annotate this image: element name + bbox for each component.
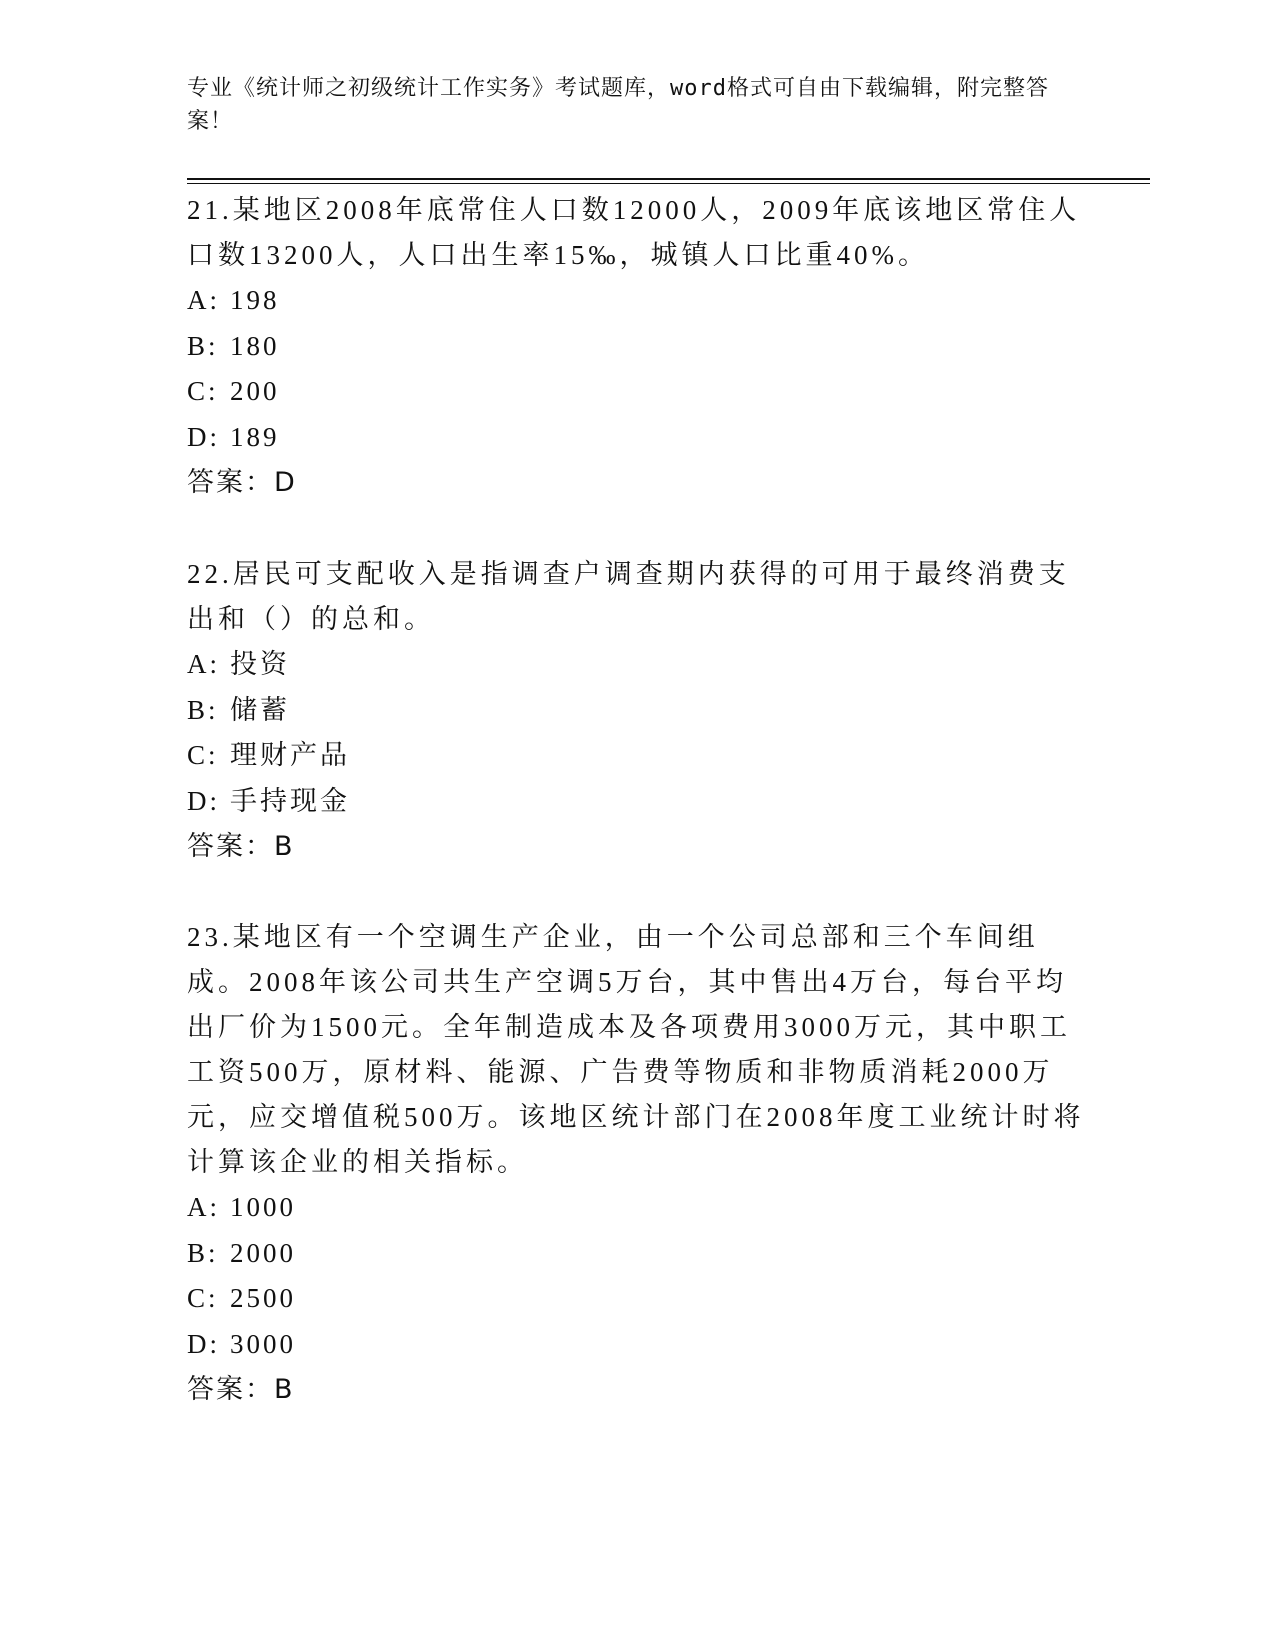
option-letter: C: — [187, 1283, 219, 1313]
option-text: 3000 — [230, 1328, 296, 1359]
option-a — [187, 1185, 1087, 1231]
option-letter: C: — [187, 740, 219, 770]
question-text: 居民可支配收入是指调查户调查期内获得的可用于最终消费支出和（）的总和。 — [187, 559, 1070, 634]
question-stem — [187, 915, 1087, 1185]
option-text: 2000 — [230, 1237, 296, 1268]
option-d — [187, 779, 1087, 825]
option-list — [187, 278, 1087, 460]
option-text: 198 — [230, 285, 280, 315]
option-letter: A: — [187, 285, 220, 315]
option-list — [187, 642, 1087, 824]
option-letter: C: — [187, 376, 219, 406]
option-letter: D: — [187, 785, 220, 816]
option-text: 投资 — [230, 649, 290, 679]
option-text: 180 — [230, 330, 280, 361]
option-b — [187, 1231, 1087, 1277]
option-b — [187, 688, 1087, 734]
option-letter: B: — [187, 1237, 219, 1268]
question-stem — [187, 552, 1087, 642]
header-rule-thin — [187, 183, 1150, 184]
option-text: 2500 — [230, 1283, 296, 1313]
question-22 — [187, 552, 1087, 869]
option-letter: B: — [187, 694, 219, 725]
question-number: 21. — [187, 195, 233, 225]
question-number: 23. — [187, 922, 233, 952]
question-number: 22. — [187, 559, 233, 589]
answer-line: 答案：D — [187, 467, 297, 498]
option-d — [187, 1322, 1087, 1368]
option-text: 手持现金 — [230, 785, 350, 816]
option-letter: B: — [187, 330, 219, 361]
answer-line: 答案：B — [187, 1374, 295, 1405]
option-c — [187, 369, 1087, 415]
option-text: 理财产品 — [230, 740, 350, 770]
option-c — [187, 1276, 1087, 1322]
question-text: 某地区有一个空调生产企业，由一个公司总部和三个车间组成。2008年该公司共生产空调5万台，其中售出4万台，每台平均出厂价为1500元。全年制造成本及各项费用3000万元，其中职工工资500万，原材料、能源、广告费等物质和非物质消耗2000万元，应交增值税500万。该地区统计部门在2008年度工业统计时将计算该企业的相关指标。 — [187, 922, 1085, 1177]
header-rule-thick — [187, 178, 1150, 180]
option-letter: D: — [187, 421, 220, 452]
option-text: 200 — [230, 376, 280, 406]
question-23 — [187, 915, 1087, 1412]
option-a — [187, 642, 1087, 688]
question-21 — [187, 188, 1087, 505]
option-list — [187, 1185, 1087, 1367]
option-letter: D: — [187, 1328, 220, 1359]
option-text: 1000 — [230, 1192, 296, 1222]
option-text: 189 — [230, 421, 280, 452]
answer-line: 答案：B — [187, 831, 295, 862]
option-text: 储蓄 — [230, 694, 290, 725]
question-text: 某地区2008年底常住人口数12000人，2009年底该地区常住人口数13200人，人口出生率15‰，城镇人口比重40%。 — [187, 195, 1081, 270]
option-c — [187, 733, 1087, 779]
option-letter: A: — [187, 649, 220, 679]
option-d — [187, 415, 1087, 461]
option-letter: A: — [187, 1192, 220, 1222]
option-a — [187, 278, 1087, 324]
document-header: 专业《统计师之初级统计工作实务》考试题库，word格式可自由下载编辑，附完整答案！ — [187, 76, 1049, 134]
option-b — [187, 324, 1087, 370]
question-stem — [187, 188, 1087, 278]
